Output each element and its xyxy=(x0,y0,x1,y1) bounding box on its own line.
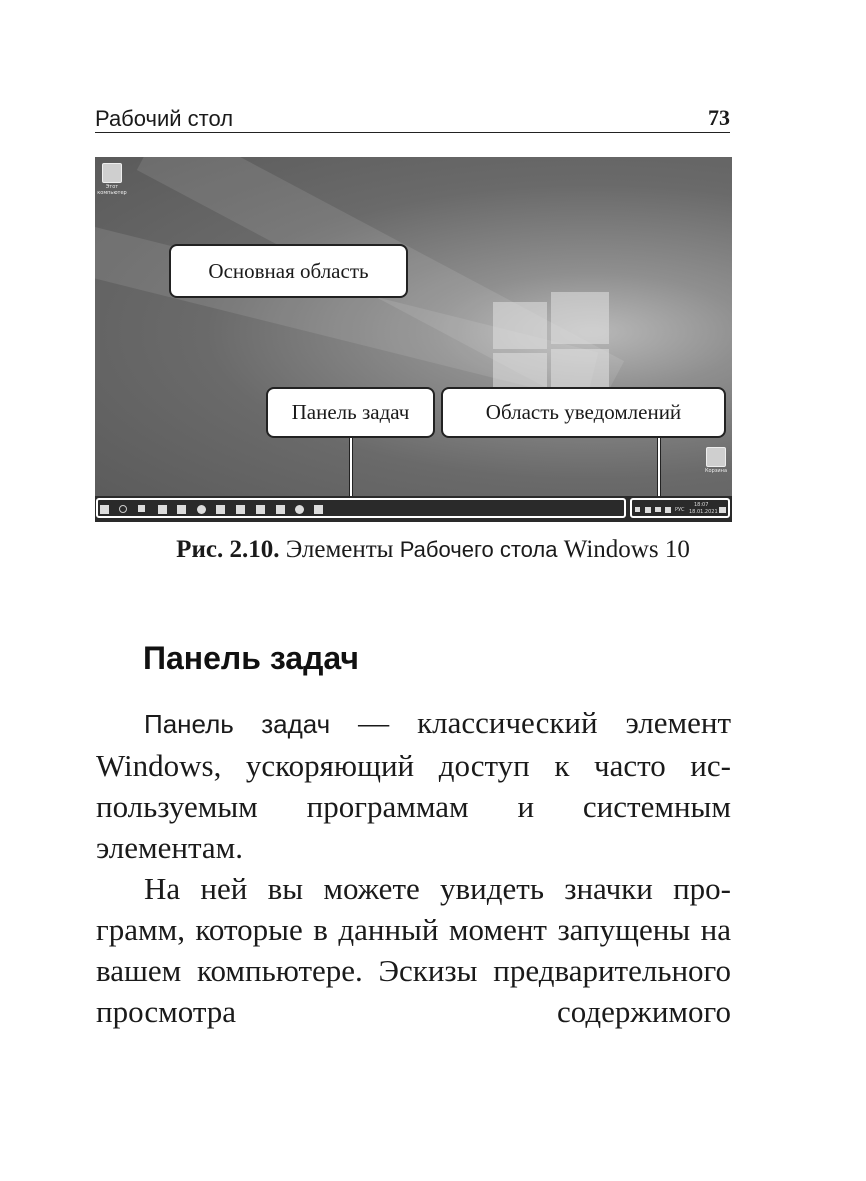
taskbar-outline xyxy=(96,498,626,518)
running-head xyxy=(95,104,730,133)
app-icon[interactable] xyxy=(236,505,245,514)
connector-line xyxy=(658,438,660,496)
figure-caption xyxy=(0,536,866,564)
edge-icon[interactable] xyxy=(197,505,206,514)
desktop-icon-caption: Этот компьютер xyxy=(97,184,127,196)
speaker-icon[interactable] xyxy=(665,507,671,513)
app-icon[interactable] xyxy=(256,505,265,514)
section-heading: Панель задач xyxy=(143,640,359,676)
figure-number: Рис. 2.10. xyxy=(176,536,280,563)
battery-icon[interactable] xyxy=(655,507,661,512)
body-paragraph xyxy=(96,702,731,868)
body-paragraph: На ней вы можете увидеть значки программ, которые в данный момент запущены на вашем компьютере. Эскизы предварительного просмотра содержимого xyxy=(96,871,731,1029)
notifications-icon[interactable] xyxy=(719,507,726,513)
paragraph-text: — классический элемент Windows, ускоряющий доступ к часто используемым программам и системным элементам. xyxy=(96,705,732,865)
tray-date[interactable]: 18.01.2021 xyxy=(689,509,718,515)
caption-text: Windows 10 xyxy=(557,536,690,563)
callout-main-area: Основная область xyxy=(169,244,408,298)
app-icon[interactable] xyxy=(314,505,323,514)
start-icon[interactable] xyxy=(100,505,109,514)
app-icon[interactable] xyxy=(276,505,285,514)
page-number: 73 xyxy=(708,105,730,130)
app-icon[interactable] xyxy=(158,505,167,514)
network-icon[interactable] xyxy=(645,507,651,513)
computer-icon xyxy=(102,163,122,183)
app-icon[interactable] xyxy=(177,505,186,514)
tray-time[interactable]: 18:07 xyxy=(694,502,709,508)
recycle-bin-desktop-icon[interactable] xyxy=(699,447,732,474)
task-view-icon[interactable] xyxy=(138,505,145,512)
this-pc-desktop-icon[interactable] xyxy=(95,163,129,196)
connector-line xyxy=(350,438,352,496)
search-icon[interactable] xyxy=(119,505,127,513)
recycle-bin-icon xyxy=(706,447,726,467)
windows-logo-graphic xyxy=(493,292,609,402)
running-head-title: Рабочий стол xyxy=(95,106,234,131)
chevron-up-icon[interactable] xyxy=(635,507,640,512)
logo-pane xyxy=(551,292,609,344)
caption-text: Элементы xyxy=(279,536,400,563)
desktop-screenshot-figure xyxy=(95,157,732,522)
caption-ui-term: Рабочего стола xyxy=(399,537,558,562)
desktop-icon-caption: Корзина xyxy=(704,468,728,474)
callout-notification-area: Область уведомлений xyxy=(441,387,726,438)
logo-pane xyxy=(493,302,547,349)
callout-taskbar: Панель задач xyxy=(266,387,435,438)
input-language[interactable]: РУС xyxy=(675,507,685,513)
app-icon[interactable] xyxy=(216,505,225,514)
app-icon[interactable] xyxy=(295,505,304,514)
paragraph-term: Панель задач xyxy=(144,709,331,739)
